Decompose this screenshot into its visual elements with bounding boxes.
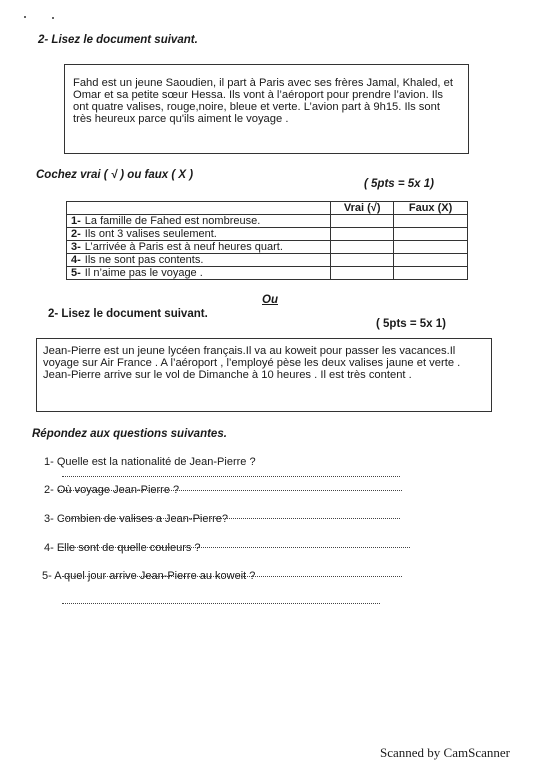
statement-number: 1- bbox=[71, 215, 81, 227]
statement-cell bbox=[67, 215, 331, 228]
section2-points: ( 5pts = 5x 1) bbox=[376, 318, 446, 330]
statement-number: 4- bbox=[71, 254, 81, 266]
statement-text: La famille de Fahed est nombreuse. bbox=[84, 215, 261, 227]
statement-number: 2- bbox=[71, 228, 81, 240]
statement-cell bbox=[67, 228, 331, 241]
passage-line: voyage sur Air France . A l’aéroport , l’employé pèse les deux valises jaune et verte . bbox=[43, 357, 461, 369]
passage-line: ont quatre valises, rouge,noire, bleue et verte. L’avion part à 9h15. Ils sont bbox=[73, 101, 440, 113]
statement-text: Ils ont 3 valises seulement. bbox=[84, 228, 217, 240]
scanner-watermark: Scanned by CamScanner bbox=[380, 745, 510, 760]
section2-passage-box bbox=[36, 338, 492, 412]
answer-line-1[interactable] bbox=[62, 476, 400, 477]
section1-instruction: Cochez vrai ( √ ) ou faux ( X ) bbox=[36, 169, 194, 181]
table-row bbox=[67, 254, 468, 267]
question-4: 4- Elle sont de quelle couleurs ? bbox=[44, 542, 201, 554]
faux-answer-cell[interactable] bbox=[394, 241, 468, 254]
statement-cell bbox=[67, 254, 331, 267]
col-faux-header: Faux (X) bbox=[394, 202, 468, 215]
table-row bbox=[67, 267, 468, 280]
vrai-answer-cell[interactable] bbox=[331, 215, 394, 228]
vrai-answer-cell[interactable] bbox=[331, 267, 394, 280]
statement-number: 3- bbox=[71, 241, 81, 253]
statement-cell bbox=[67, 267, 331, 280]
col-vrai-header: Vrai (√) bbox=[331, 202, 394, 215]
table-header-blank bbox=[67, 202, 331, 215]
question-1: 1- Quelle est la nationalité de Jean-Pierre ? bbox=[44, 456, 256, 468]
faux-answer-cell[interactable] bbox=[394, 228, 468, 241]
true-false-table bbox=[66, 201, 468, 280]
section1-passage-box bbox=[64, 64, 469, 154]
section1-points: ( 5pts = 5x 1) bbox=[364, 178, 434, 190]
table-row bbox=[67, 215, 468, 228]
vrai-answer-cell[interactable] bbox=[331, 241, 394, 254]
table-row bbox=[67, 228, 468, 241]
faux-answer-cell[interactable] bbox=[394, 215, 468, 228]
question-2: 2- Où voyage Jean-Pierre ? bbox=[44, 484, 180, 496]
section2-heading: 2- Lisez le document suivant. bbox=[48, 308, 208, 320]
faux-answer-cell[interactable] bbox=[394, 267, 468, 280]
passage-line: Jean-Pierre est un jeune lycéen français.Il va au koweit pour passer les vacances.Il bbox=[43, 345, 456, 357]
statement-text: Il n’aime pas le voyage . bbox=[84, 267, 203, 279]
faux-answer-cell[interactable] bbox=[394, 254, 468, 267]
answer-line-5[interactable] bbox=[62, 603, 380, 604]
statement-number: 5- bbox=[71, 267, 81, 279]
scan-speck bbox=[24, 16, 26, 18]
statement-cell bbox=[67, 241, 331, 254]
statement-text: Ils ne sont pas contents. bbox=[84, 254, 204, 266]
table-header-row bbox=[67, 202, 468, 215]
or-separator: Ou bbox=[262, 294, 278, 306]
passage-line: Omar et sa petite sœur Hessa. Ils vont à l’aéroport pour prendre l’avion. Ils bbox=[73, 89, 443, 101]
passage-line: très heureux parce qu'ils aiment le voyage . bbox=[73, 113, 289, 125]
passage-line: Fahd est un jeune Saoudien, il part à Paris avec ses frères Jamal, Khaled, et bbox=[73, 77, 453, 89]
passage-line: Jean-Pierre arrive sur le vol de Dimanche à 10 heures . Il est très content . bbox=[43, 369, 412, 381]
question-5: 5- A quel jour arrive Jean-Pierre au koweit ? bbox=[42, 570, 256, 582]
section2-instruction: Répondez aux questions suivantes. bbox=[32, 428, 227, 440]
statement-text: L’arrivée à Paris est à neuf heures quart. bbox=[84, 241, 283, 253]
section1-heading: 2- Lisez le document suivant. bbox=[38, 34, 198, 46]
table-row bbox=[67, 241, 468, 254]
vrai-answer-cell[interactable] bbox=[331, 228, 394, 241]
question-3: 3- Combien de valises a Jean-Pierre? bbox=[44, 513, 229, 525]
vrai-answer-cell[interactable] bbox=[331, 254, 394, 267]
scan-speck bbox=[52, 17, 54, 19]
